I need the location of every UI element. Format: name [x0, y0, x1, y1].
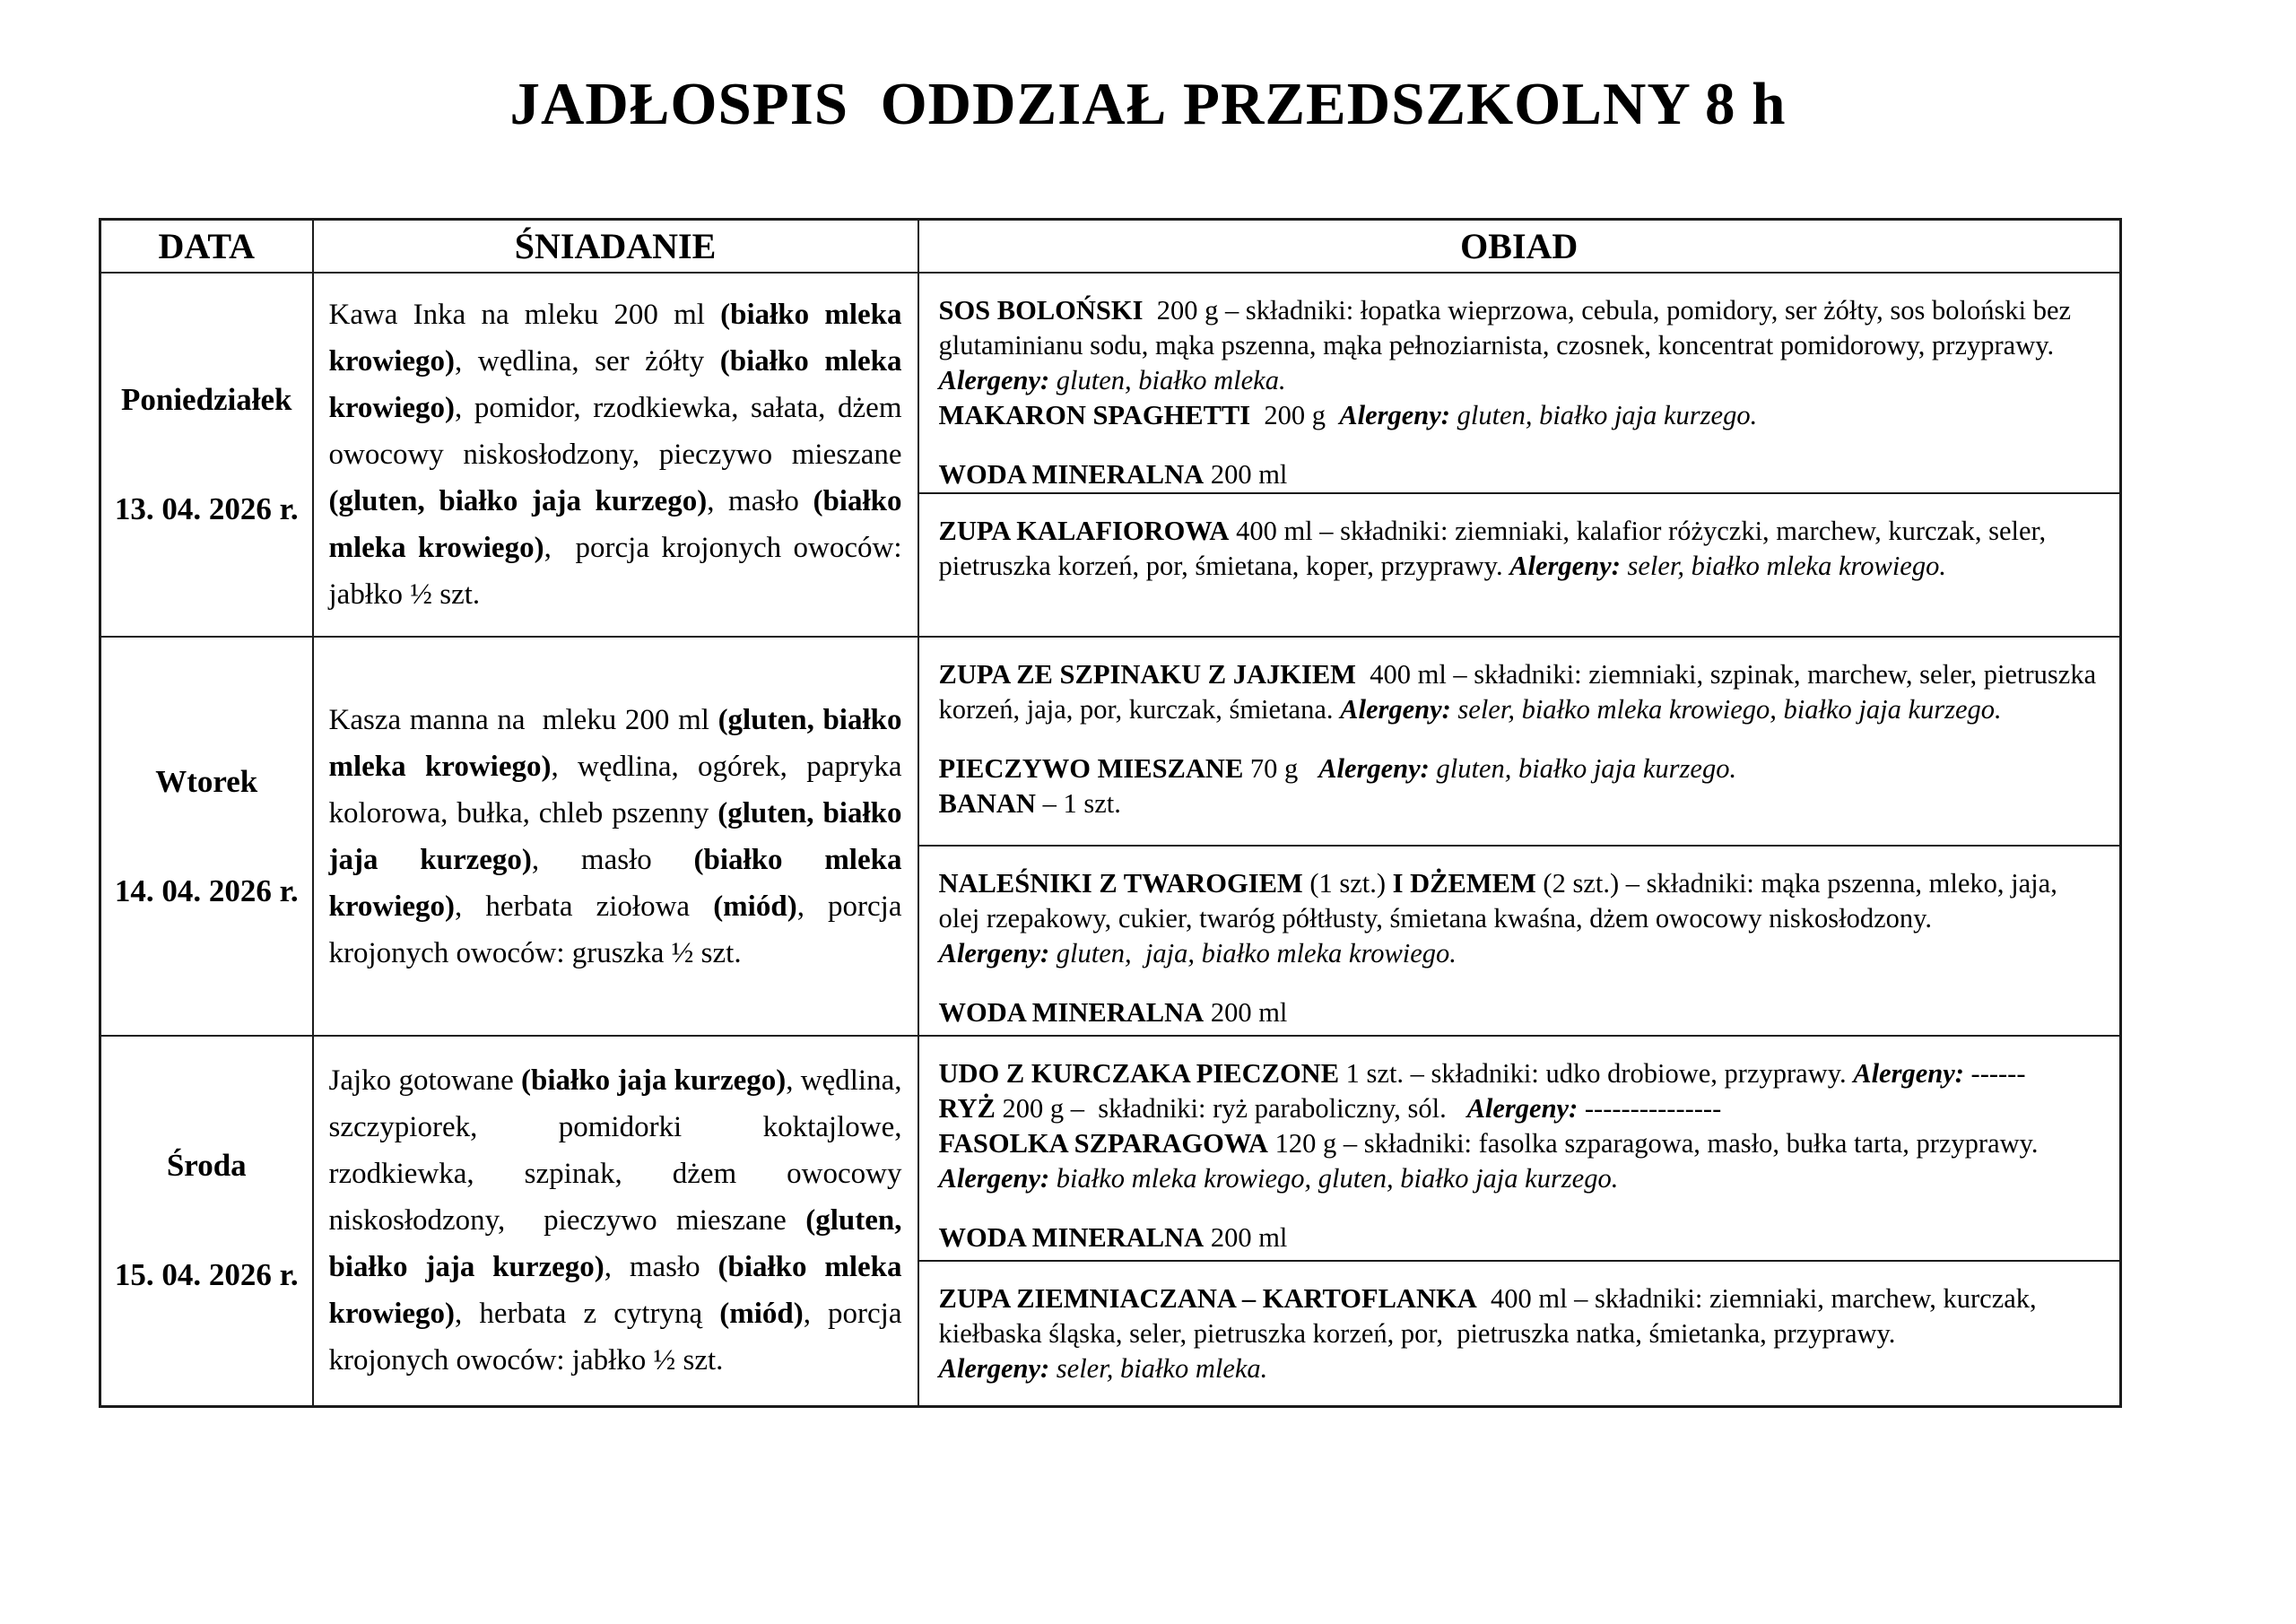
dinner-main-text: UDO Z KURCZAKA PIECZONE 1 szt. – składniki: udko drobiowe, przyprawy. Alergeny: ------ RYŻ 200 g – składniki: ryż paraboliczny, sól. Alergeny: --------------- FASOLKA SZPARAGOWA 120 g – składniki: fasolka szparagowa, masło, bułka tarta, przyprawy. Alergeny: białko mleka krowiego, gluten, białko jaja kurzego. WODA MINERALNA 200 ml	[938, 1058, 2039, 1253]
breakfast-cell-monday	[313, 273, 918, 637]
dinner-soup-cell-tuesday	[918, 846, 2121, 1036]
dinner-main-cell-monday	[918, 273, 2121, 493]
header-data: DATA	[100, 220, 313, 274]
dinner-soup-text: ZUPA KALAFIOROWA 400 ml – składniki: ziemniaki, kalafior różyczki, marchew, kurczak, seler, pietruszka korzeń, por, śmietana, koper, przyprawy. Alergeny: seler, białko mleka krowiego.	[938, 516, 2053, 581]
day-name: Poniedziałek	[120, 382, 292, 417]
menu-table	[99, 218, 2122, 1408]
dinner-main-cell-tuesday	[918, 637, 2121, 846]
header-obiad: OBIAD	[918, 220, 2121, 274]
day-date: 13. 04. 2026 r.	[114, 491, 299, 526]
header-row	[100, 220, 2121, 274]
day-name: Środa	[166, 1148, 247, 1184]
row-wednesday	[100, 1036, 2121, 1261]
page-title: JADŁOSPIS ODDZIAŁ PRZEDSZKOLNY 8 h	[509, 71, 1787, 137]
dinner-soup-cell-monday	[918, 493, 2121, 637]
dinner-main-text: ZUPA ZE SZPINAKU Z JAJKIEM 400 ml – składniki: ziemniaki, szpinak, marchew, seler, pietruszka korzeń, jaja, por, kurczak, śmietana. Alergeny: seler, białko mleka krowiego, białko jaja kurzego. PIECZYWO MIESZANE 70 g Alergeny: gluten, białko jaja kurzego. BANAN – 1 szt.	[938, 659, 2103, 819]
row-monday	[100, 273, 2121, 493]
day-name: Wtorek	[155, 763, 258, 799]
breakfast-cell-tuesday	[313, 637, 918, 1036]
header-sniadanie: ŚNIADANIE	[313, 220, 918, 274]
breakfast-cell-wednesday	[313, 1036, 918, 1406]
dinner-soup-text: ZUPA ZIEMNIACZANA – KARTOFLANKA 400 ml – składniki: ziemniaki, marchew, kurczak, kiełbaska śląska, seler, pietruszka korzeń, por, pietruszka natka, śmietanka, przyprawy. Alergeny: seler, białko mleka.	[938, 1283, 2044, 1384]
dinner-main-cell-wednesday	[918, 1036, 2121, 1261]
day-cell-monday	[100, 273, 313, 637]
breakfast-text: Kasza manna na mleku 200 ml (gluten, białko mleka krowiego), wędlina, ogórek, papryka kolorowa, bułka, chleb pszenny (gluten, białko jaja kurzego), masło (białko mleka krowiego), herbata ziołowa (miód), porcja krojonych owoców: gruszka ½ szt.	[328, 703, 909, 969]
breakfast-text: Jajko gotowane (białko jaja kurzego), wędlina, szczypiorek, pomidorki koktajlowe, rzodkiewka, szpinak, dżem owocowy niskosłodzony, pieczywo mieszane (gluten, białko jaja kurzego), masło (białko mleka krowiego), herbata z cytryną (miód), porcja krojonych owoców: jabłko ½ szt.	[328, 1064, 909, 1377]
row-tuesday	[100, 637, 2121, 846]
day-date: 15. 04. 2026 r.	[114, 1257, 299, 1293]
dinner-soup-text: NALEŚNIKI Z TWAROGIEM (1 szt.) I DŻEMEM (2 szt.) – składniki: mąka pszenna, mleko, jaja, olej rzepakowy, cukier, twaróg półtłusty, śmietana kwaśna, dżem owocowy niskosłodzony. Alergeny: gluten, jaja, białko mleka krowiego. WODA MINERALNA 200 ml	[938, 868, 2065, 1028]
day-cell-tuesday	[100, 637, 313, 1036]
dinner-soup-cell-wednesday	[918, 1261, 2121, 1406]
day-date: 14. 04. 2026 r.	[114, 873, 299, 908]
dinner-main-text: SOS BOLOŃSKI 200 g – składniki: łopatka wieprzowa, cebula, pomidory, ser żółty, sos boloński bez glutaminianu sodu, mąka pszenna, mąka pełnoziarnista, czosnek, koncentrat pomidorowy, przyprawy. Alergeny: gluten, białko mleka. MAKARON SPAGHETTI 200 g Alergeny: gluten, białko jaja kurzego. WODA MINERALNA 200 ml	[938, 295, 2078, 490]
day-cell-wednesday	[100, 1036, 313, 1406]
breakfast-text: Kawa Inka na mleku 200 ml (białko mleka krowiego), wędlina, ser żółty (białko mleka krowiego), pomidor, rzodkiewka, sałata, dżem owocowy niskosłodzony, pieczywo mieszane (gluten, białko jaja kurzego), masło (białko mleka krowiego), porcja krojonych owoców: jabłko ½ szt.	[328, 299, 909, 611]
